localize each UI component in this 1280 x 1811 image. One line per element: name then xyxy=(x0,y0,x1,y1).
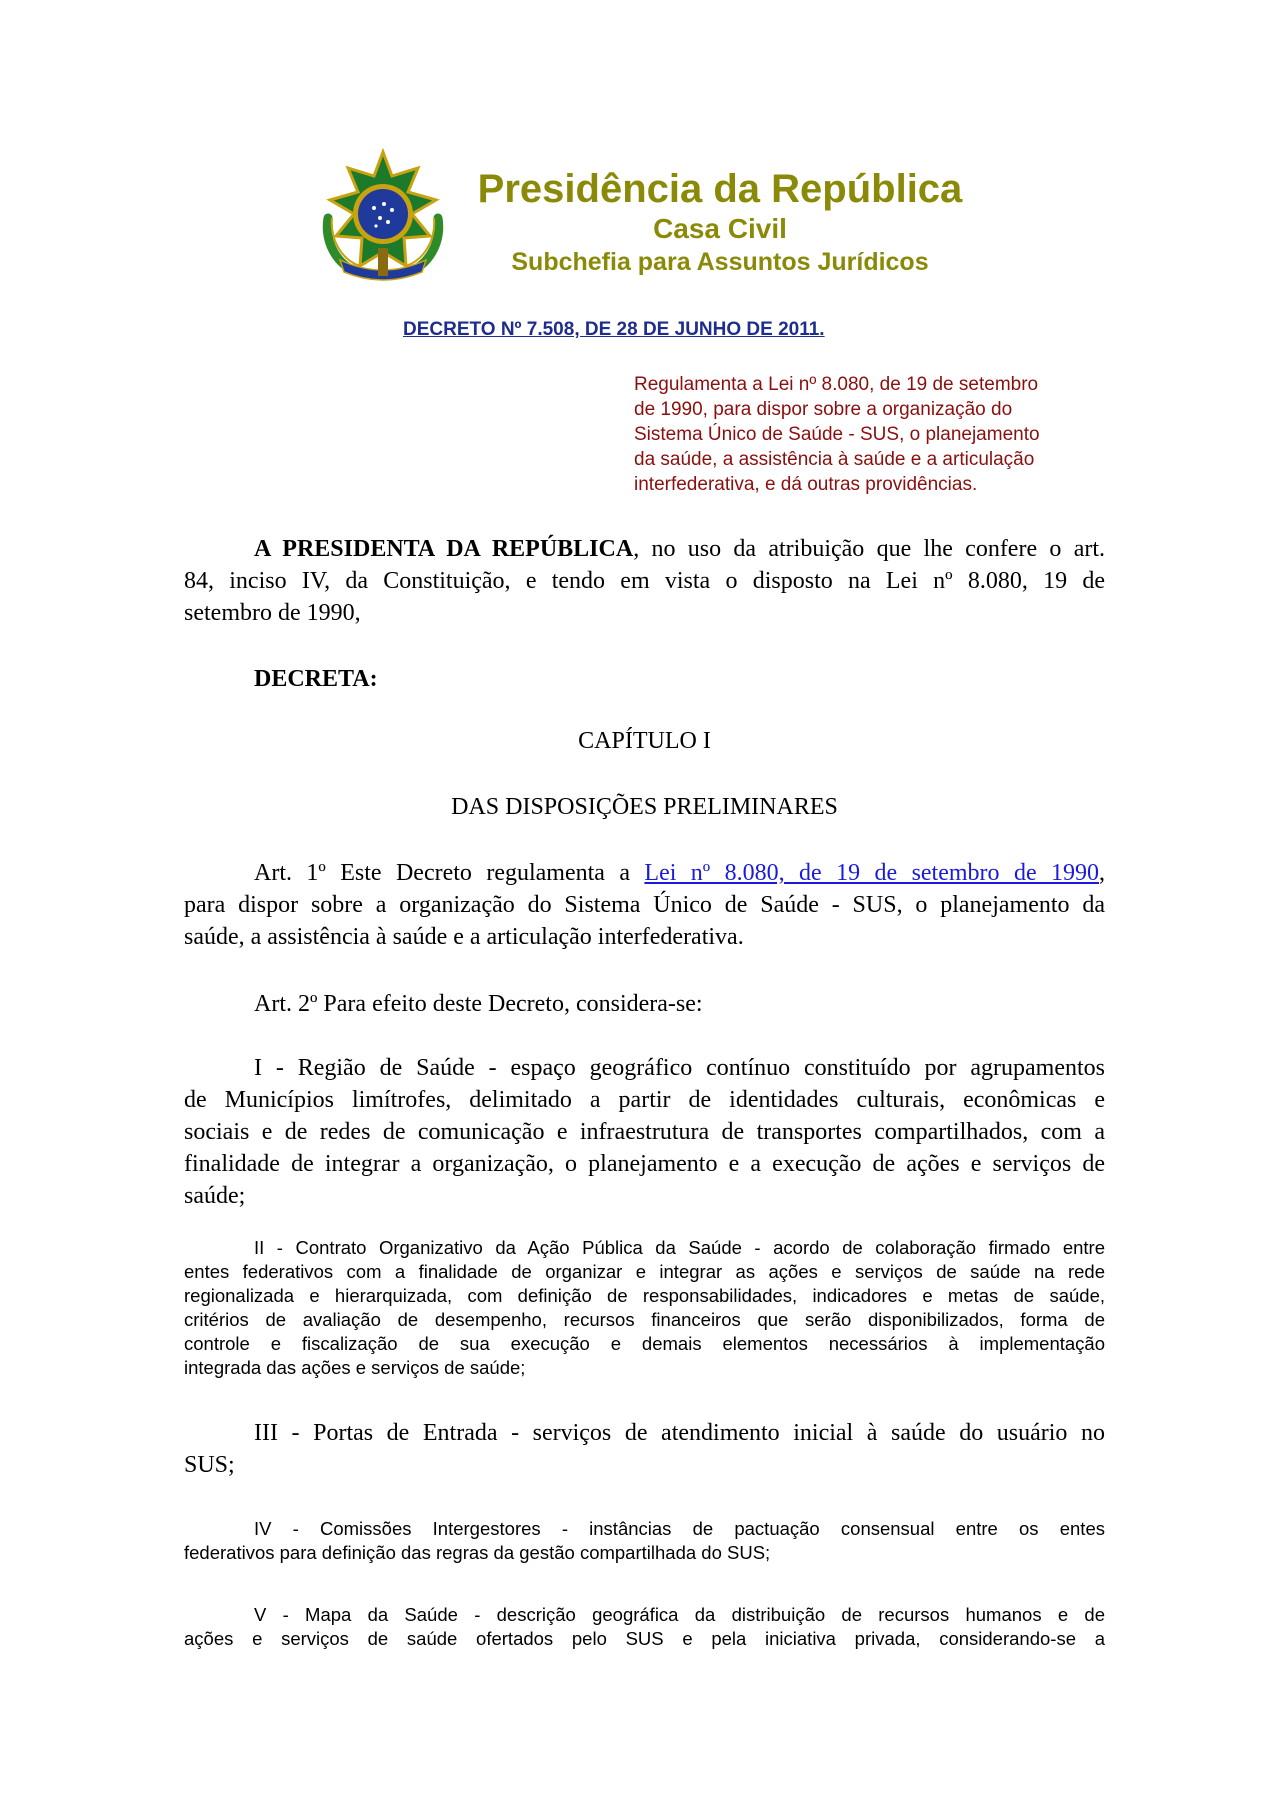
inciso-2-line: II - Contrato Organizativo da Ação Pública da Saúde - acordo de colaboração firmado entre xyxy=(254,1237,1105,1258)
preamble-paragraph xyxy=(184,533,1105,629)
article-1-tail: , xyxy=(1099,860,1105,886)
summary-line: interfederativa, e dá outras providências. xyxy=(634,474,978,495)
chapter-number: CAPÍTULO I xyxy=(578,728,711,754)
article-1-lead: Art. 1º Este Decreto regulamenta a xyxy=(254,860,645,886)
preamble-line: setembro de 1990, xyxy=(184,600,361,626)
inciso-2-line: regionalizada e hierarquizada, com definição de responsabilidades, indicadores e metas de saúde, xyxy=(184,1285,1105,1306)
inciso-1 xyxy=(184,1052,1105,1212)
inciso-2 xyxy=(184,1236,1105,1380)
preamble-line xyxy=(184,533,1105,565)
inciso-1-line: de Municípios limítrofes, delimitado a partir de identidades culturais, econômicas e xyxy=(184,1087,1105,1113)
inciso-5-line: ações e serviços de saúde ofertados pelo SUS e pela iniciativa privada, considerando-se a xyxy=(184,1628,1105,1649)
inciso-2-line: entes federativos com a finalidade de organizar e integrar as ações e serviços de saúde na rede xyxy=(184,1261,1105,1282)
inciso-3-line: III - Portas de Entrada - serviços de atendimento inicial à saúde do usuário no xyxy=(254,1420,1105,1446)
preamble-text: , no uso da atribuição que lhe confere o art. xyxy=(633,536,1106,562)
law-8080-link[interactable]: Lei nº 8.080, de 19 de setembro de 1990 xyxy=(644,860,1099,886)
inciso-1-line: I - Região de Saúde - espaço geográfico contínuo constituído por agrupamentos xyxy=(254,1055,1105,1081)
inciso-1-line: saúde; xyxy=(184,1183,246,1209)
inciso-4-line: IV - Comissões Intergestores - instâncias de pactuação consensual entre os entes xyxy=(254,1518,1105,1539)
article-1 xyxy=(184,857,1105,953)
chapter-title: DAS DISPOSIÇÕES PRELIMINARES xyxy=(451,794,838,820)
inciso-5-line: V - Mapa da Saúde - descrição geográfica da distribuição de recursos humanos e de xyxy=(254,1604,1105,1625)
article-1-line: saúde, a assistência à saúde e a articulação interfederativa. xyxy=(184,924,744,950)
inciso-5 xyxy=(184,1603,1105,1651)
header-presidency-title: Presidência da República xyxy=(477,167,963,211)
header-subchefia: Subchefia para Assuntos Jurídicos xyxy=(511,248,929,276)
header-casa-civil: Casa Civil xyxy=(653,213,787,244)
article-1-line: para dispor sobre a organização do Sistema Único de Saúde - SUS, o planejamento da xyxy=(184,892,1105,918)
inciso-3-line: SUS; xyxy=(184,1452,235,1478)
preamble-lead: A PRESIDENTA DA REPÚBLICA xyxy=(254,536,634,562)
decreta-label: DECRETA: xyxy=(254,666,378,692)
article-2-line: Art. 2º Para efeito deste Decreto, considera-se: xyxy=(254,991,703,1017)
decree-summary xyxy=(634,372,1104,497)
brazil-coat-of-arms-icon xyxy=(318,148,448,286)
decree-title-link[interactable]: DECRETO Nº 7.508, DE 28 DE JUNHO DE 2011. xyxy=(403,319,825,340)
summary-line: da saúde, a assistência à saúde e a articulação xyxy=(634,449,1035,470)
summary-line: de 1990, para dispor sobre a organização do xyxy=(634,399,1013,420)
article-1-line xyxy=(184,857,1105,889)
inciso-4 xyxy=(184,1517,1105,1565)
summary-line: Regulamenta a Lei nº 8.080, de 19 de setembro xyxy=(634,374,1039,395)
inciso-1-line: sociais e de redes de comunicação e infraestrutura de transportes compartilhados, com a xyxy=(184,1119,1105,1145)
inciso-2-line: critérios de avaliação de desempenho, recursos financeiros que serão disponibilizados, forma de xyxy=(184,1309,1105,1330)
inciso-2-line: integrada das ações e serviços de saúde; xyxy=(184,1357,526,1378)
decreta-heading xyxy=(184,663,1105,695)
summary-line: Sistema Único de Saúde - SUS, o planejamento xyxy=(634,424,1040,445)
inciso-2-line: controle e fiscalização de sua execução e demais elementos necessários à implementação xyxy=(184,1333,1105,1354)
inciso-3 xyxy=(184,1417,1105,1481)
preamble-line: 84, inciso IV, da Constituição, e tendo em vista o disposto na Lei nº 8.080, 19 de xyxy=(184,568,1105,594)
inciso-4-line: federativos para definição das regras da gestão compartilhada do SUS; xyxy=(184,1542,771,1563)
inciso-1-line: finalidade de integrar a organização, o planejamento e a execução de ações e serviços de xyxy=(184,1151,1105,1177)
article-2 xyxy=(184,988,1105,1020)
